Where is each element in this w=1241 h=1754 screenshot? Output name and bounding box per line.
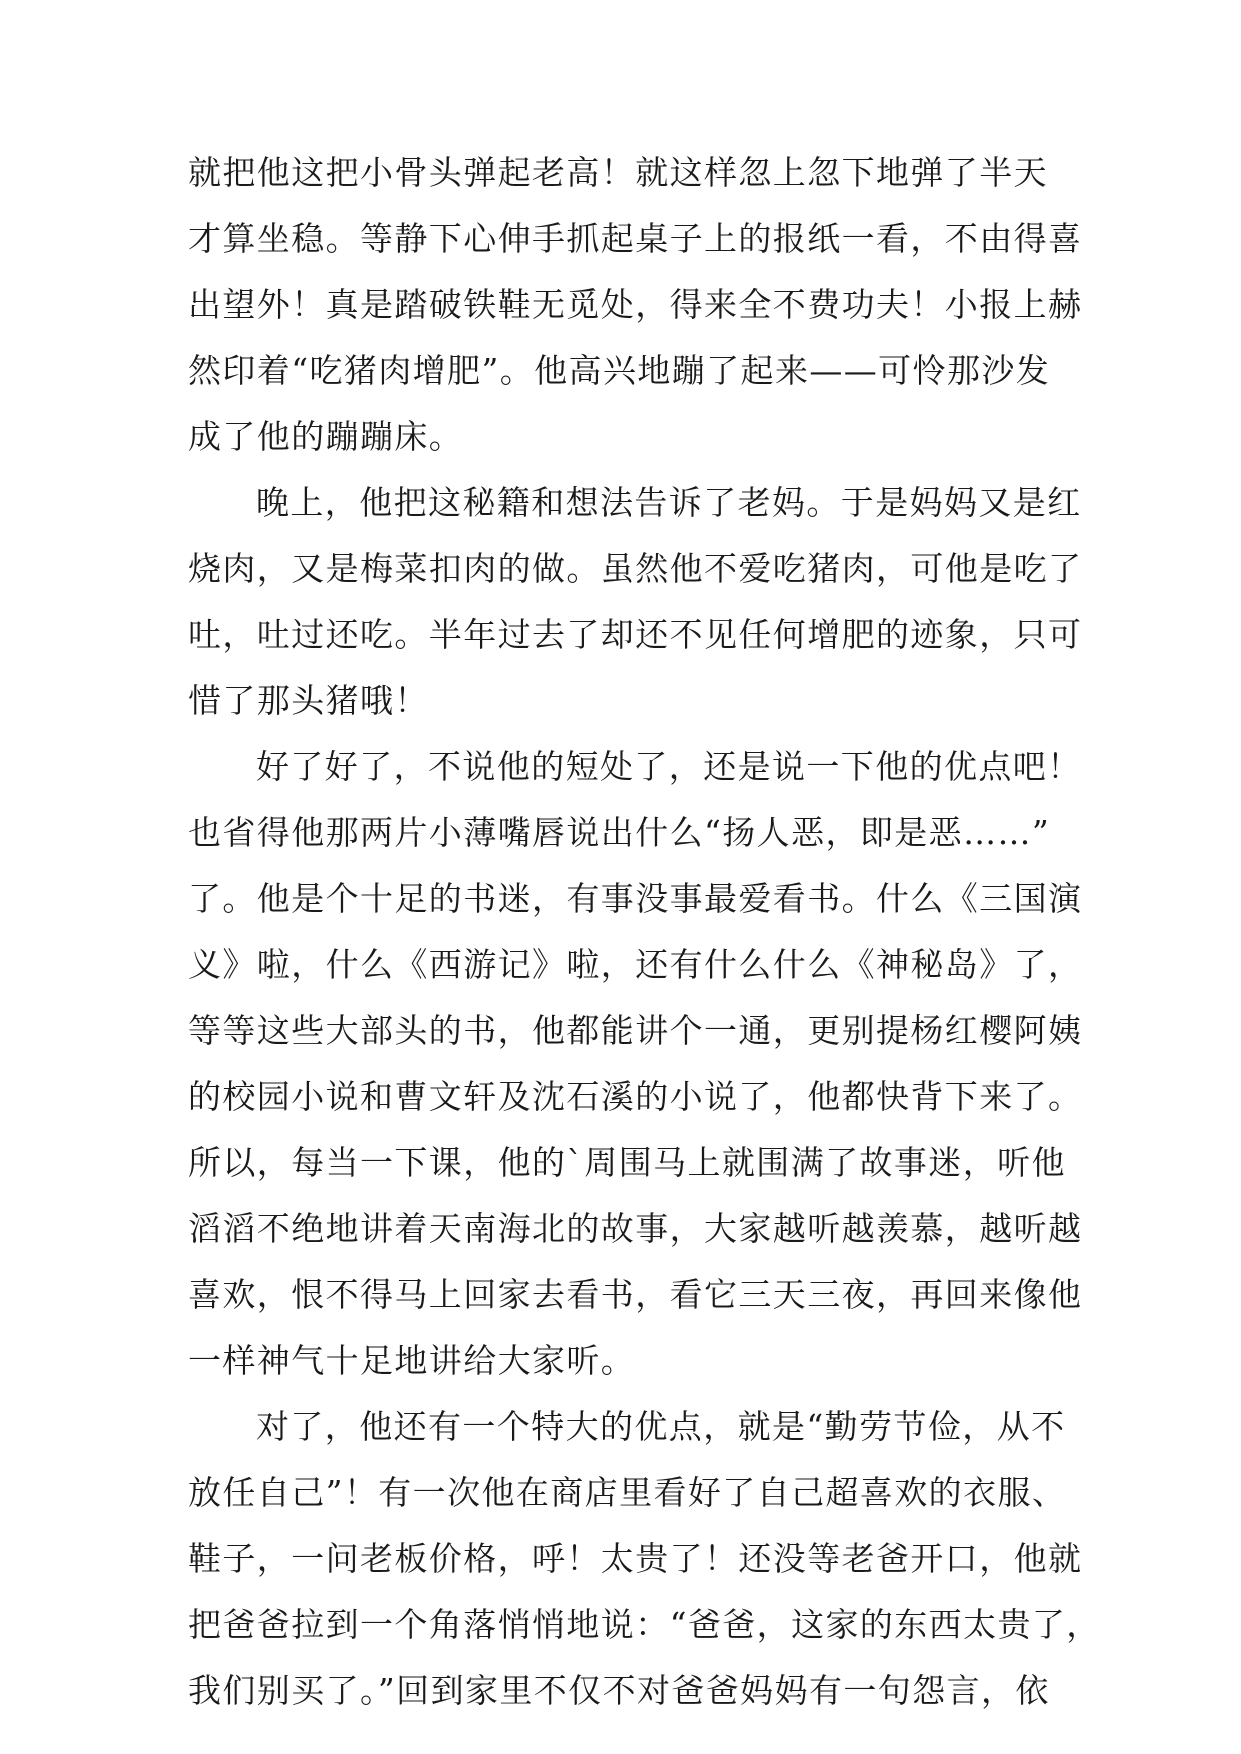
text-line: 对了，他还有一个特大的优点，就是“勤劳节俭，从不 [256, 1407, 1066, 1446]
text-line: 烧肉，又是梅菜扣肉的做。虽然他不爱吃猪肉，可他是吃了 [188, 549, 1083, 588]
text-line: 义》啦，什么《西游记》啦，还有什么什么《神秘岛》了， [188, 945, 1083, 984]
text-line: 也省得他那两片小薄嘴唇说出什么“扬人恶，即是恶……” [188, 813, 1051, 852]
text-line: 放任自己”！有一次他在商店里看好了自己超喜欢的衣服、 [188, 1473, 1067, 1512]
text-line: 我们别买了。”回到家里不仅不对爸爸妈妈有一句怨言，依 [188, 1671, 1050, 1710]
text-line: 等等这些大部头的书，他都能讲个一通，更别提杨红樱阿姨 [188, 1011, 1083, 1050]
text-line: 喜欢，恨不得马上回家去看书，看它三天三夜，再回来像他 [188, 1275, 1083, 1314]
text-line: 一样神气十足地讲给大家听。 [188, 1341, 636, 1380]
text-line: 鞋子，一问老板价格，呼！太贵了！还没等老爸开口，他就 [188, 1539, 1083, 1578]
text-line: 所以，每当一下课，他的`周围马上就围满了故事迷，听他 [188, 1143, 1066, 1182]
text-line: 吐，吐过还吃。半年过去了却还不见任何增肥的迹象，只可 [188, 615, 1083, 654]
text-line: 了。他是个十足的书迷，有事没事最爱看书。什么《三国演 [188, 879, 1083, 918]
text-line: 好了好了，不说他的短处了，还是说一下他的优点吧！ [256, 747, 1082, 786]
text-line: 才算坐稳。等静下心伸手抓起桌子上的报纸一看，不由得喜 [188, 219, 1083, 258]
text-line: 然印着“吃猪肉增肥”。他高兴地蹦了起来——可怜那沙发 [188, 351, 1051, 390]
text-line: 惜了那头猪哦！ [188, 681, 429, 720]
text-line: 出望外！真是踏破铁鞋无觅处，得来全不费功夫！小报上赫 [188, 285, 1083, 324]
body-text [188, 140, 1101, 1724]
text-line: 成了他的蹦蹦床。 [188, 417, 464, 456]
text-line: 把爸爸拉到一个角落悄悄地说：“爸爸，这家的东西太贵了， [188, 1605, 1101, 1644]
text-line: 的校园小说和曹文轩及沈石溪的小说了，他都快背下来了。 [188, 1077, 1083, 1116]
text-line: 滔滔不绝地讲着天南海北的故事，大家越听越羡慕，越听越 [188, 1209, 1083, 1248]
text-line: 晚上，他把这秘籍和想法告诉了老妈。于是妈妈又是红 [256, 483, 1082, 522]
text-line: 就把他这把小骨头弹起老高！就这样忽上忽下地弹了半天 [188, 153, 1048, 192]
